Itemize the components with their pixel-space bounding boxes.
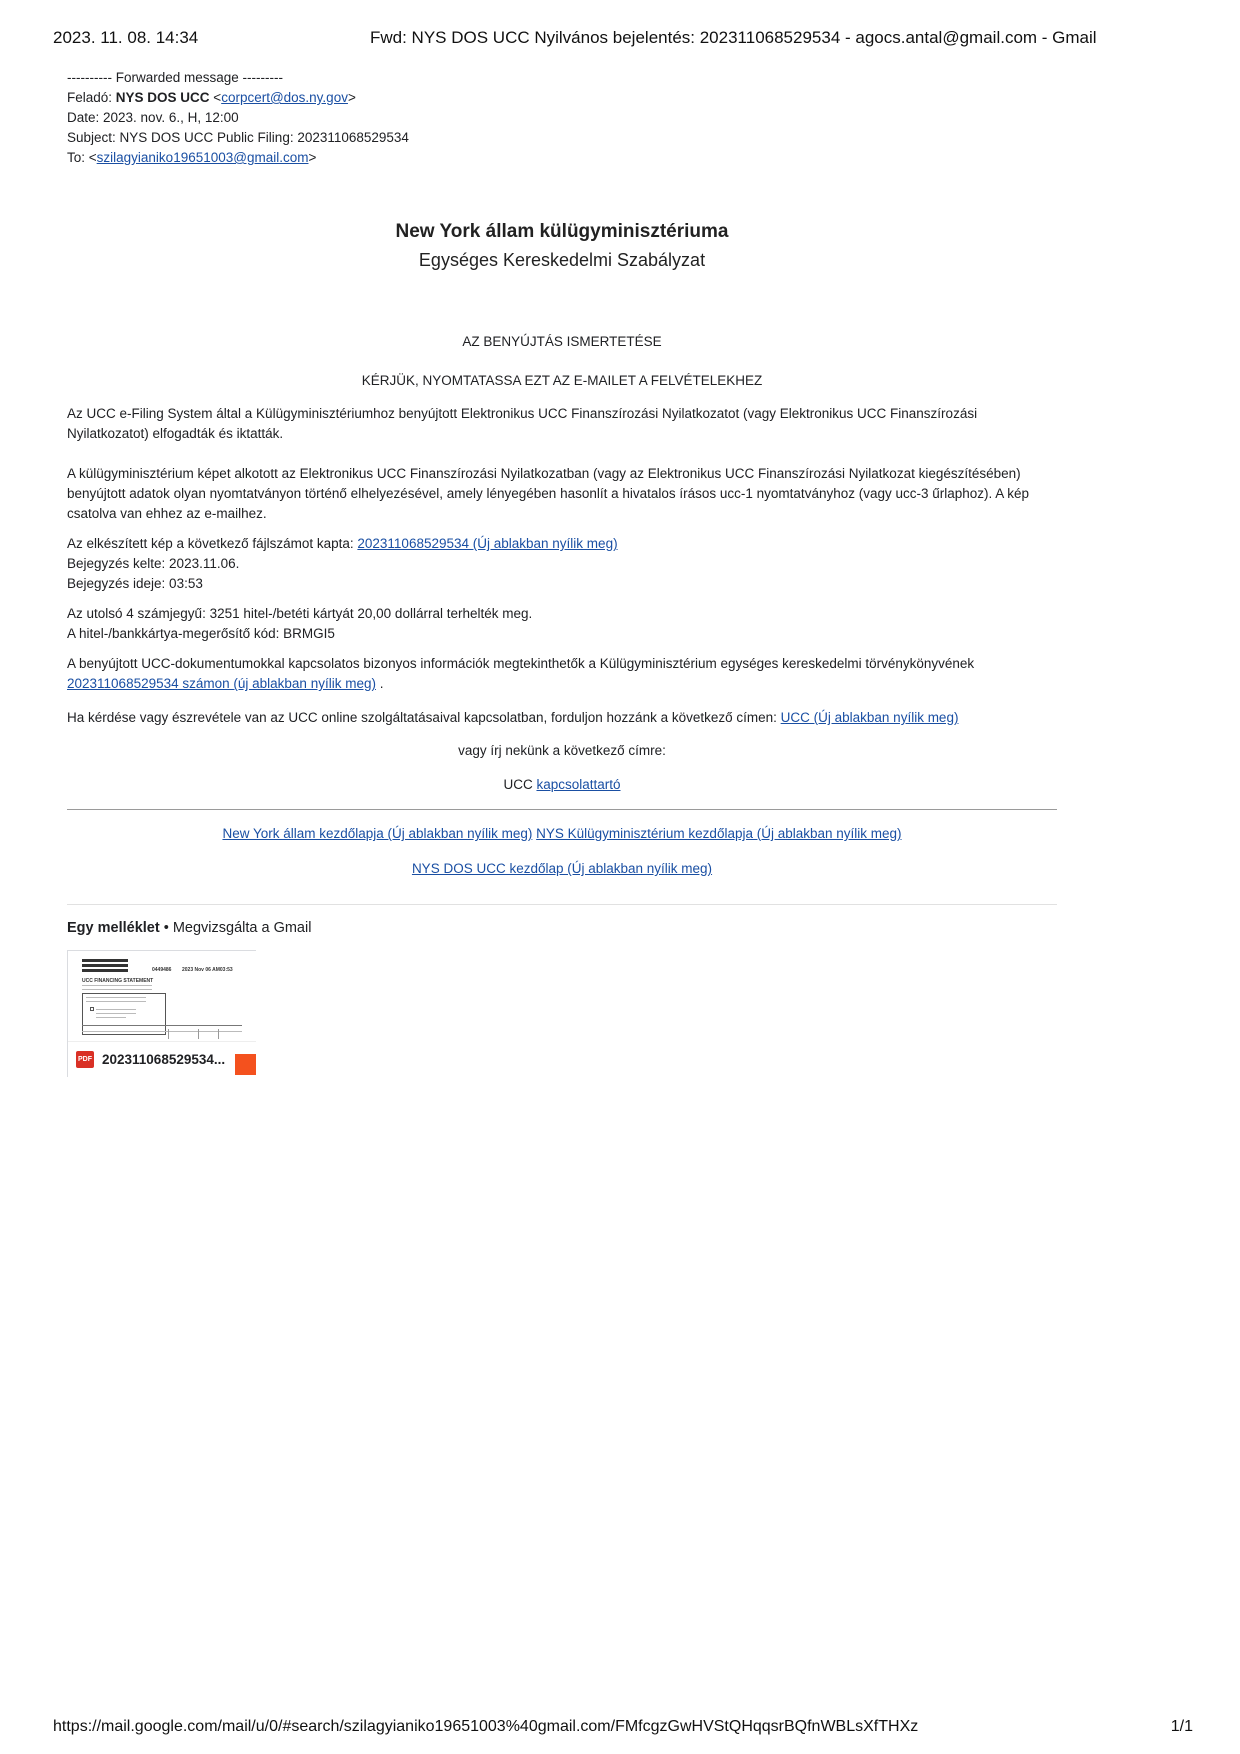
print-url: https://mail.google.com/mail/u/0/#search/szilagyianiko19651003%40gmail.com/FMfcgzGwHVStQHqqsrBQfnWBLsXfTHXz bbox=[53, 1718, 919, 1735]
thumb-date: 2023 Nov 06 AM03:53 bbox=[182, 967, 233, 973]
info-end: . bbox=[375, 676, 384, 691]
filing-date: Bejegyzés kelte: 2023.11.06. bbox=[67, 556, 240, 571]
nys-dos-home-link[interactable]: NYS Külügyminisztérium kezdőlapja (Új ablakban nyílik meg) bbox=[536, 826, 902, 841]
attachments-header bbox=[67, 918, 1057, 938]
filing-description-heading: AZ BENYÚJTÁS ISMERTETÉSE bbox=[462, 334, 662, 349]
info-text: A benyújtott UCC-dokumentumokkal kapcsolatos bizonyos információk megtekinthetők a Külügyminisztérium egységes kereskedelmi törvénykönyvének bbox=[67, 656, 975, 671]
print-title: Fwd: NYS DOS UCC Nyilvános bejelentés: 202311068529534 - agocs.antal@gmail.com - Gmail bbox=[370, 28, 1097, 47]
nys-dos-ucc-home-link[interactable]: NYS DOS UCC kezdőlap (Új ablakban nyílik meg) bbox=[411, 861, 713, 876]
confirmation-code: A hitel-/bankkártya-megerősítő kód: BRMGI5 bbox=[67, 626, 335, 641]
attachment-filename[interactable]: 202311068529534... bbox=[102, 1052, 226, 1067]
contact-text: Ha kérdése vagy észrevétele van az UCC online szolgáltatásaival kapcsolatban, forduljon hozzánk a következő címen: bbox=[67, 710, 781, 725]
from-name: NYS DOS UCC bbox=[115, 90, 210, 105]
page-number: 1/1 bbox=[1170, 1718, 1193, 1735]
filing-time: Bejegyzés ideje: 03:53 bbox=[67, 576, 203, 591]
date-line: Date: 2023. nov. 6., H, 12:00 bbox=[67, 110, 239, 125]
to-label: To: bbox=[67, 150, 89, 165]
attachment-thumbnail[interactable] bbox=[68, 951, 256, 1041]
pdf-icon: PDF bbox=[76, 1051, 94, 1068]
from-email-link[interactable]: corpcert@dos.ny.gov bbox=[221, 90, 348, 105]
scan-status: • Megvizsgálta a Gmail bbox=[159, 920, 312, 936]
attachment-action-icon[interactable] bbox=[235, 1054, 256, 1075]
file-number-paragraph bbox=[67, 534, 1057, 594]
ny-state-home-link[interactable]: New York állam kezdőlapja (Új ablakban nyílik meg) bbox=[222, 826, 533, 841]
email-body bbox=[67, 68, 1057, 1077]
footer-links-row bbox=[67, 824, 1057, 844]
image-paragraph: A külügyminisztérium képet alkotott az Elektronikus UCC Finanszírozási Nyilatkozatban (vagy az Elektronikus UCC Finanszírozási Nyilatkozat kiegészítésében) benyújtott adatok olyan nyomtatványon történő elhelyezésével, amely lényegében hasonlít a hivatalos írásos ucc-1 nyomtatványhoz (vagy ucc-3 űrlaphoz). A kép csatolva van ehhez az e-mailhez. bbox=[67, 466, 1030, 521]
forward-divider: ---------- Forwarded message --------- bbox=[67, 70, 283, 85]
file-number-text: Az elkészített kép a következő fájlszámot kapta: bbox=[67, 536, 358, 551]
print-datetime: 2023. 11. 08. 14:34 bbox=[53, 28, 199, 47]
footer-links-row-2 bbox=[67, 859, 1057, 879]
ucc-contact-label: UCC bbox=[503, 777, 537, 792]
to-line: To: <szilagyianiko19651003@gmail.com> bbox=[67, 150, 317, 165]
attachments-divider bbox=[67, 904, 1057, 905]
print-notice: KÉRJÜK, NYOMTATASSA EZT AZ E-MAILET A FELVÉTELEKHEZ bbox=[361, 373, 763, 388]
from-line: Feladó: NYS DOS UCC <corpcert@dos.ny.gov> bbox=[67, 90, 356, 105]
card-charge-text: Az utolsó 4 számjegyű: 3251 hitel-/betéti kártyát 20,00 dollárral terhelték meg. bbox=[67, 606, 533, 621]
filing-number-link[interactable]: 202311068529534 számon (új ablakban nyílik meg) bbox=[67, 676, 376, 691]
write-us-text: vagy írj nekünk a következő címre: bbox=[458, 743, 666, 758]
divider bbox=[67, 809, 1057, 810]
payment-paragraph bbox=[67, 604, 1057, 644]
thumb-number: 0449486 bbox=[152, 967, 172, 973]
from-label: Feladó: bbox=[67, 90, 116, 105]
agency-subtitle: Egységes Kereskedelmi Szabályzat bbox=[418, 250, 706, 270]
agency-name: New York állam külügyminisztériuma bbox=[395, 221, 729, 242]
ucc-link[interactable]: UCC (Új ablakban nyílik meg) bbox=[780, 710, 959, 725]
agency-heading bbox=[67, 218, 1057, 274]
subject-line: Subject: NYS DOS UCC Public Filing: 202311068529534 bbox=[67, 130, 409, 145]
ucc-contact-line bbox=[67, 775, 1057, 795]
info-paragraph bbox=[67, 654, 1057, 694]
attachment-footer[interactable] bbox=[68, 1041, 256, 1077]
thumb-heading: UCC FINANCING STATEMENT bbox=[82, 978, 154, 984]
contact-paragraph bbox=[67, 708, 1057, 728]
acceptance-paragraph: Az UCC e-Filing System által a Külügyminisztériumhoz benyújtott Elektronikus UCC Finanszírozási Nyilatkozatot (vagy Elektronikus UCC Finanszírozási Nyilatkozatot) elfogadták és iktatták. bbox=[67, 406, 978, 441]
attachment-card[interactable] bbox=[67, 950, 256, 1077]
forwarded-header bbox=[67, 68, 1057, 168]
attachment-count: Egy melléklet bbox=[67, 920, 160, 936]
file-number-link[interactable]: 202311068529534 (Új ablakban nyílik meg) bbox=[357, 536, 618, 551]
contact-link[interactable]: kapcsolattartó bbox=[536, 777, 621, 792]
to-email-link[interactable]: szilagyianiko19651003@gmail.com bbox=[96, 150, 309, 165]
